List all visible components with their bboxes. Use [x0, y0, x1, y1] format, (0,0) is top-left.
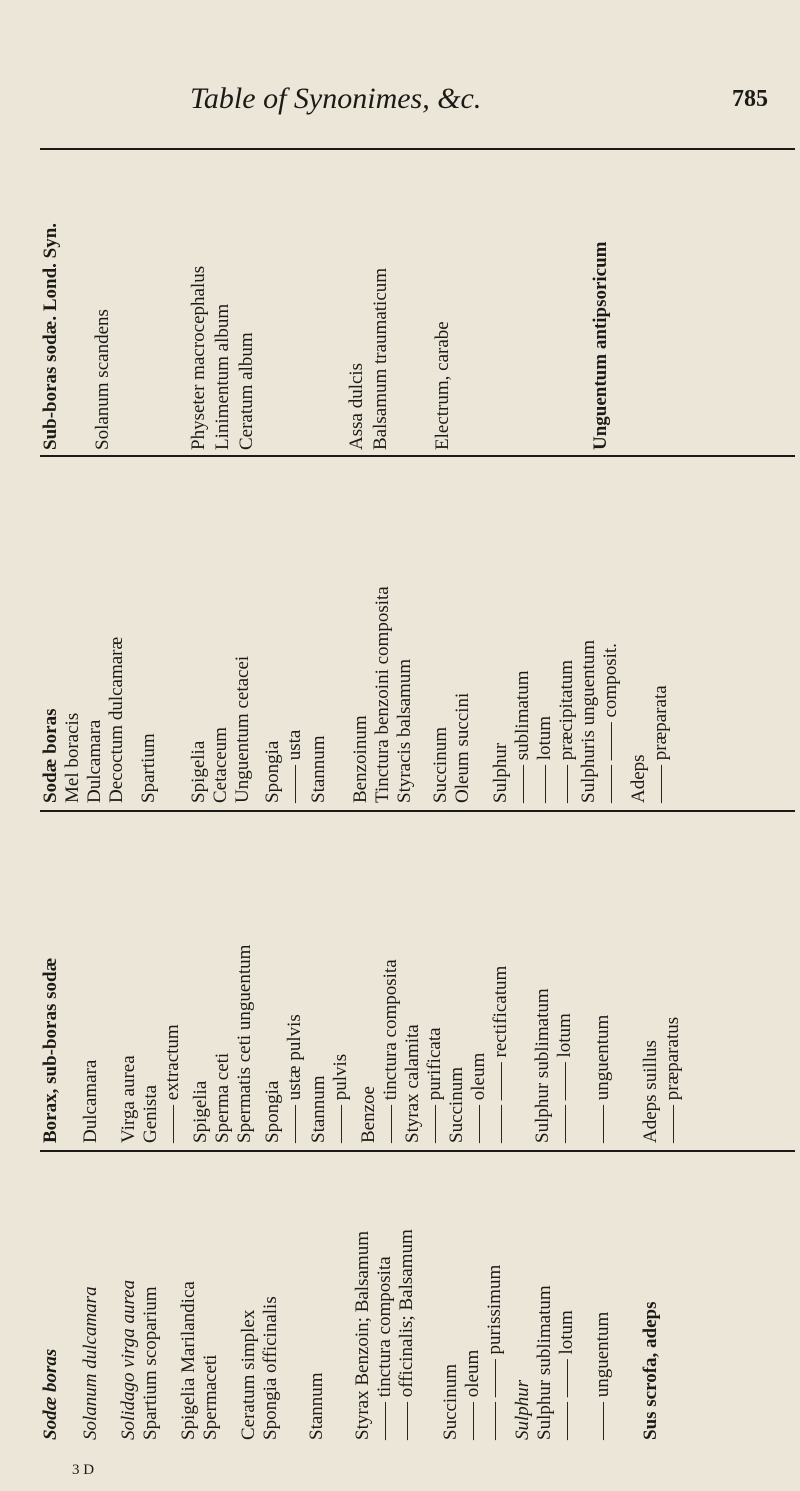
entry-line: Sulphur sublimatum [532, 988, 553, 1143]
signature-mark: 3 D [72, 1462, 95, 1478]
entry-line: —— extractum [162, 1024, 183, 1143]
entry-line: —— usta [284, 729, 305, 803]
entry-line: Benzoinum [350, 715, 371, 803]
entry-line: Sub-boras sodæ. Lond. Syn. [40, 222, 61, 450]
entry-line: Adeps [628, 754, 649, 803]
entry-line: Tinctura benzoini composita [372, 586, 393, 803]
entry-line: Sulphur sublimatum [534, 1285, 555, 1440]
entry-line: Ceratum album [236, 332, 257, 450]
page-number: 785 [732, 86, 768, 112]
entry-line: Linimentum album [212, 303, 233, 450]
entry-line: Sodæ boras [40, 1348, 61, 1440]
entry-line: Spermaceti [200, 1354, 221, 1440]
entry-line: —— oleum [462, 1349, 483, 1440]
entry-line: Oleum succini [452, 692, 473, 803]
running-head [0, 82, 800, 122]
entry-line: Dulcamara [80, 1059, 101, 1143]
entry-line: Unguentum cetacei [232, 655, 253, 803]
entry-line: —— ustæ pulvis [284, 1014, 305, 1143]
entry-line: Benzoe [358, 1086, 379, 1143]
entry-line: Virga aurea [118, 1055, 139, 1143]
rule-section-1 [40, 455, 795, 457]
entry-line: Styrax calamita [402, 1024, 423, 1143]
entry-line: —— pulvis [330, 1053, 351, 1143]
entry-line: Styrax Benzoin; Balsamum [352, 1231, 373, 1440]
entry-line: Dulcamara [84, 719, 105, 803]
entry-line: —— præparatus [662, 1016, 683, 1143]
entry-line: Stannum [308, 1075, 329, 1143]
rule-section-2 [40, 810, 795, 812]
entry-line: Sulphur [512, 1379, 533, 1440]
entry-line: —— unguentum [592, 1014, 613, 1143]
entry-line: Solanum scandens [92, 309, 113, 450]
entry-line: Stannum [306, 1372, 327, 1440]
entry-line: Cetaceum [210, 727, 231, 803]
entry-line: Mel boracis [62, 712, 83, 803]
entry-line: —— —— composit. [600, 643, 621, 803]
entry-line: Balsamum traumaticum [370, 267, 391, 450]
entry-line: Sus scrofa, adeps [640, 1301, 661, 1440]
entry-line: —— præcipitatum [556, 659, 577, 803]
entry-line: —— tinctura composita [374, 1256, 395, 1440]
entry-line: Spigelia [188, 740, 209, 803]
entry-line: —— officinalis; Balsamum [396, 1229, 417, 1440]
entry-line: Spartium [138, 733, 159, 803]
entry-line: Ceratum simplex [238, 1309, 259, 1440]
entry-line: Styracis balsamum [394, 658, 415, 803]
entry-line: Solidago virga aurea [118, 1279, 139, 1440]
entry-line: —— —— lotum [554, 1013, 575, 1143]
entry-line: Spermatis ceti unguentum [234, 944, 255, 1143]
entry-line: Adeps suillus [640, 1040, 661, 1143]
entry-line: Spongia [262, 740, 283, 803]
entry-line: Sulphuris unguentum [578, 639, 599, 803]
entry-line: Spigelia [190, 1080, 211, 1143]
entry-line: —— purificata [424, 1027, 445, 1143]
entry-line: Solanum dulcamara [80, 1286, 101, 1440]
entry-line: —— —— rectificatum [490, 965, 511, 1143]
entry-line: Sodæ boras [40, 708, 61, 803]
entry-line: Succinum [430, 727, 451, 803]
entry-line: Stannum [308, 735, 329, 803]
entry-line: Spongia officinalis [260, 1296, 281, 1440]
entry-line: —— oleum [468, 1052, 489, 1143]
entry-line: Borax, sub-boras sodæ [40, 957, 61, 1143]
entry-line: —— præparata [650, 685, 671, 803]
entry-line: Spigelia Marilandica [178, 1281, 199, 1440]
entry-line: —— —— lotum [556, 1310, 577, 1440]
entry-line: Succinum [440, 1364, 461, 1440]
entry-line: Unguentum antipsoricum [590, 241, 611, 450]
running-head-title: Table of Synonimes, &c. [190, 82, 482, 115]
entry-line: Electrum, carabe [432, 321, 453, 450]
rule-section-3 [40, 1150, 795, 1152]
entry-line: —— —— purissimum [484, 1264, 505, 1440]
entry-line: Decoctum dulcamaræ [106, 636, 127, 803]
entry-line: —— sublimatum [512, 670, 533, 803]
entry-line: Genista [140, 1084, 161, 1143]
entry-line: Assa dulcis [346, 362, 367, 450]
entry-line: —— lotum [534, 715, 555, 803]
entry-line: Sperma ceti [212, 1052, 233, 1143]
entry-line: Spartium scoparium [140, 1286, 161, 1440]
entry-line: —— unguentum [592, 1311, 613, 1440]
entry-line: —— tinctura composita [380, 959, 401, 1143]
entry-line: Sulphur [490, 742, 511, 803]
rule-top [40, 148, 795, 150]
entry-line: Physeter macrocephalus [188, 265, 209, 450]
entry-line: Succinum [446, 1067, 467, 1143]
entry-line: Spongia [262, 1080, 283, 1143]
